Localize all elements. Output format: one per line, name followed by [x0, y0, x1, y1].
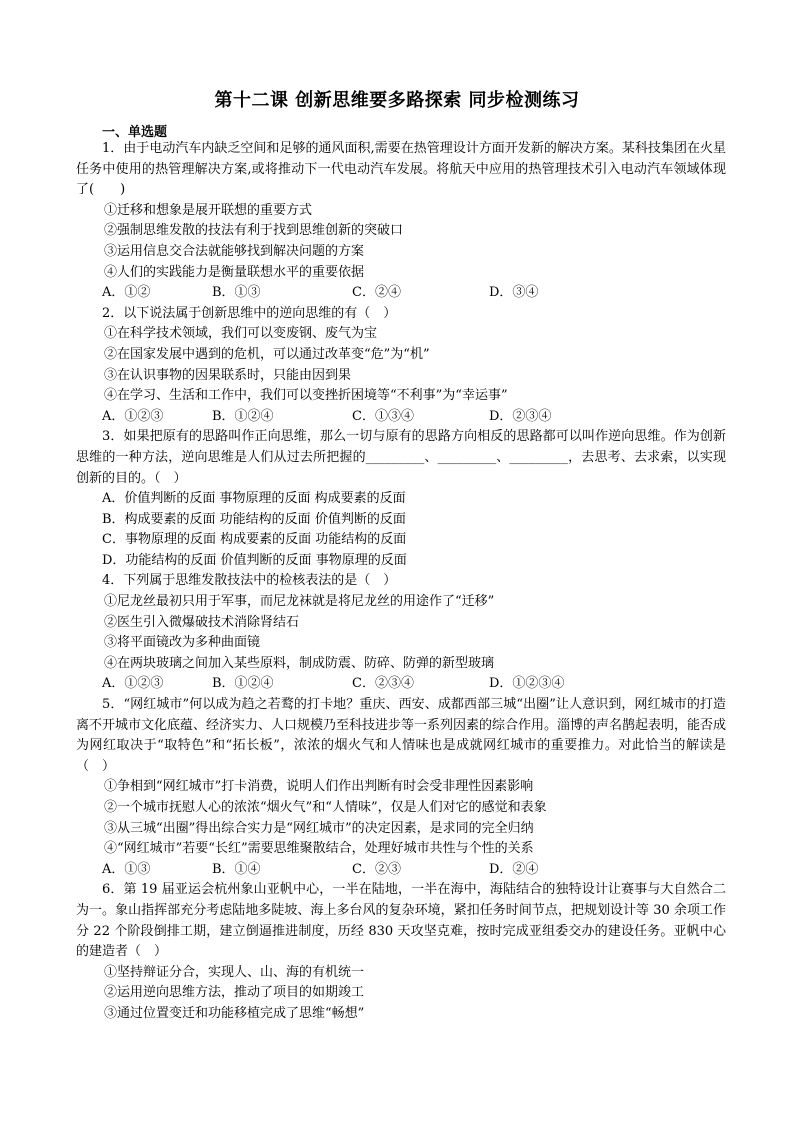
question-4	[76, 571, 726, 695]
question-stem: 6．第 19 届亚运会杭州象山亚帆中心，一半在陆地，一半在海中，海陆结合的独特设计让赛事与大自然合二为一。象山指挥部充分考虑陆地多陡坡、海上多台风的复杂环境，紧扣任务时间节点，把规划设计等 30 余项工作分 22 个阶段倒排工期，建立倒逼推进制度，历经 830 天攻坚克难，按时完成亚组委交办的建设任务。亚帆中心的建造者（ ）	[76, 882, 726, 960]
statement-3: ③在认识事物的因果联系时，只能由因到果	[104, 367, 352, 383]
choice-c[interactable]: C．②④	[352, 285, 401, 301]
statement-2: ②一个城市抚慰人心的浓浓“烟火气”和“人情味”，仅是人们对它的感觉和表象	[104, 800, 547, 815]
statement-4: ④在两块玻璃之间加入某些原料，制成防震、防碎、防弹的新型玻璃	[104, 655, 495, 671]
statement-3: ③通过位置变迁和功能移植完成了思维“畅想”	[104, 1005, 365, 1021]
page-title: 第十二课 创新思维要多路探索 同步检测练习	[214, 90, 580, 111]
question-stem: 4．下列属于思维发散技法中的检核表法的是（ ）	[102, 573, 397, 589]
answer-choices	[76, 674, 726, 695]
question-2	[76, 304, 726, 428]
question-1	[76, 139, 726, 304]
choice-b[interactable]: B．①②④	[212, 408, 274, 424]
choice-b[interactable]: B．①④	[212, 861, 261, 877]
choice-d[interactable]: D．①②③④	[489, 676, 565, 692]
answer-choices	[76, 407, 726, 428]
question-stem: 3．如果把原有的思路叫作正向思维，那么一切与原有的思路方向相反的思路都可以叫作逆向思维。作为创新思维的一种方法，逆向思维是人们从过去所把握的_________、_________、_________，去思考、去求索，以实现创新的目的。（ ）	[76, 429, 726, 486]
question-3	[76, 427, 726, 571]
statement-2: ②运用逆向思维方法，推动了项目的如期竣工	[104, 985, 365, 1001]
statement-3: ③将平面镜改为多种曲面镜	[104, 635, 261, 651]
choice-c[interactable]: C．②③④	[352, 676, 414, 692]
question-6	[76, 880, 726, 1024]
answer-choices	[76, 860, 726, 881]
choice-a[interactable]: A．①②③	[102, 676, 164, 692]
question-list	[76, 139, 726, 1025]
statement-3: ③从三城“出圈”得出综合实力是“网红城市”的决定因素，是求同的完全归纳	[104, 820, 534, 836]
answer-choices	[76, 283, 726, 304]
statement-2: ②强制思维发散的技法有利于找到思维创新的突破口	[104, 223, 404, 239]
choice-a[interactable]: A．①③	[102, 861, 151, 877]
statement-4: ④人们的实践能力是衡量联想水平的重要依据	[104, 264, 365, 280]
question-stem: 2．以下说法属于创新思维中的逆向思维的有（ ）	[102, 305, 397, 321]
choice-a[interactable]: A．价值判断的反面 事物原理的反面 构成要素的反面	[102, 491, 406, 507]
choice-c[interactable]: C．①③④	[352, 408, 414, 424]
choice-d[interactable]: D．②④	[489, 861, 539, 877]
section-heading: 一、单选题	[102, 125, 168, 140]
choice-d[interactable]: D．②③④	[489, 408, 552, 424]
choice-b[interactable]: B．①②④	[212, 676, 274, 692]
statement-1: ①争相到“网红城市”打卡消费，说明人们作出判断有时会受非理性因素影响	[104, 779, 534, 795]
statement-2: ②医生引入微爆破技术消除肾结石	[104, 614, 300, 630]
statement-1: ①坚持辩证分合，实现人、山、海的有机统一	[104, 964, 365, 980]
statement-1: ①尼龙丝最初只用于军事，而尼龙袜就是将尼龙丝的用途作了“迁移”	[104, 594, 495, 610]
choice-a[interactable]: A．①②	[102, 285, 151, 301]
statement-1: ①迁移和想象是展开联想的重要方式	[104, 202, 313, 218]
choice-b[interactable]: B．构成要素的反面 功能结构的反面 价值判断的反面	[102, 511, 406, 527]
statement-3: ③运用信息交合法就能够找到解决问题的方案	[104, 243, 365, 259]
choice-d[interactable]: D．③④	[489, 285, 539, 301]
choice-d[interactable]: D．功能结构的反面 价值判断的反面 事物原理的反面	[102, 552, 407, 568]
statement-2: ②在国家发展中遇到的危机，可以通过改革变“危”为“机”	[104, 346, 430, 362]
statement-1: ①在科学技术领域，我们可以变废钢、废气为宝	[104, 326, 378, 342]
choice-b[interactable]: B．①③	[212, 285, 261, 301]
question-stem: 1．由于电动汽车内缺乏空间和足够的通风面积,需要在热管理设计方面开发新的解决方案。某科技集团在火星任务中使用的热管理解决方案,或将推动下一代电动汽车发展。将航天中应用的热管理技术引入电动汽车领域体现了( )	[76, 141, 726, 198]
choice-c[interactable]: C．②③	[352, 861, 401, 877]
question-stem: 5．“网红城市”何以成为趋之若鹜的打卡地？重庆、西安、成都西部三城“出圈”让人意识到，网红城市的打造离不开城市文化底蕴、经济实力、人口规模乃至科技进步等一系列因素的综合作用。淄博的声名鹊起表明，能否成为网红取决于“取特色”和“拓长板”，浓浓的烟火气和人情味也是成就网红城市的重要推力。对此恰当的解读是（ ）	[76, 697, 727, 774]
statement-4: ④在学习、生活和工作中，我们可以变挫折困境等“不利事”为“幸运事”	[104, 388, 508, 404]
question-5	[76, 695, 726, 880]
choice-c[interactable]: C．事物原理的反面 构成要素的反面 功能结构的反面	[102, 532, 407, 548]
choice-a[interactable]: A．①②③	[102, 408, 164, 424]
statement-4: ④“网红城市”若要“长红”需要思维聚散结合，处理好城市共性与个性的关系	[104, 841, 534, 857]
